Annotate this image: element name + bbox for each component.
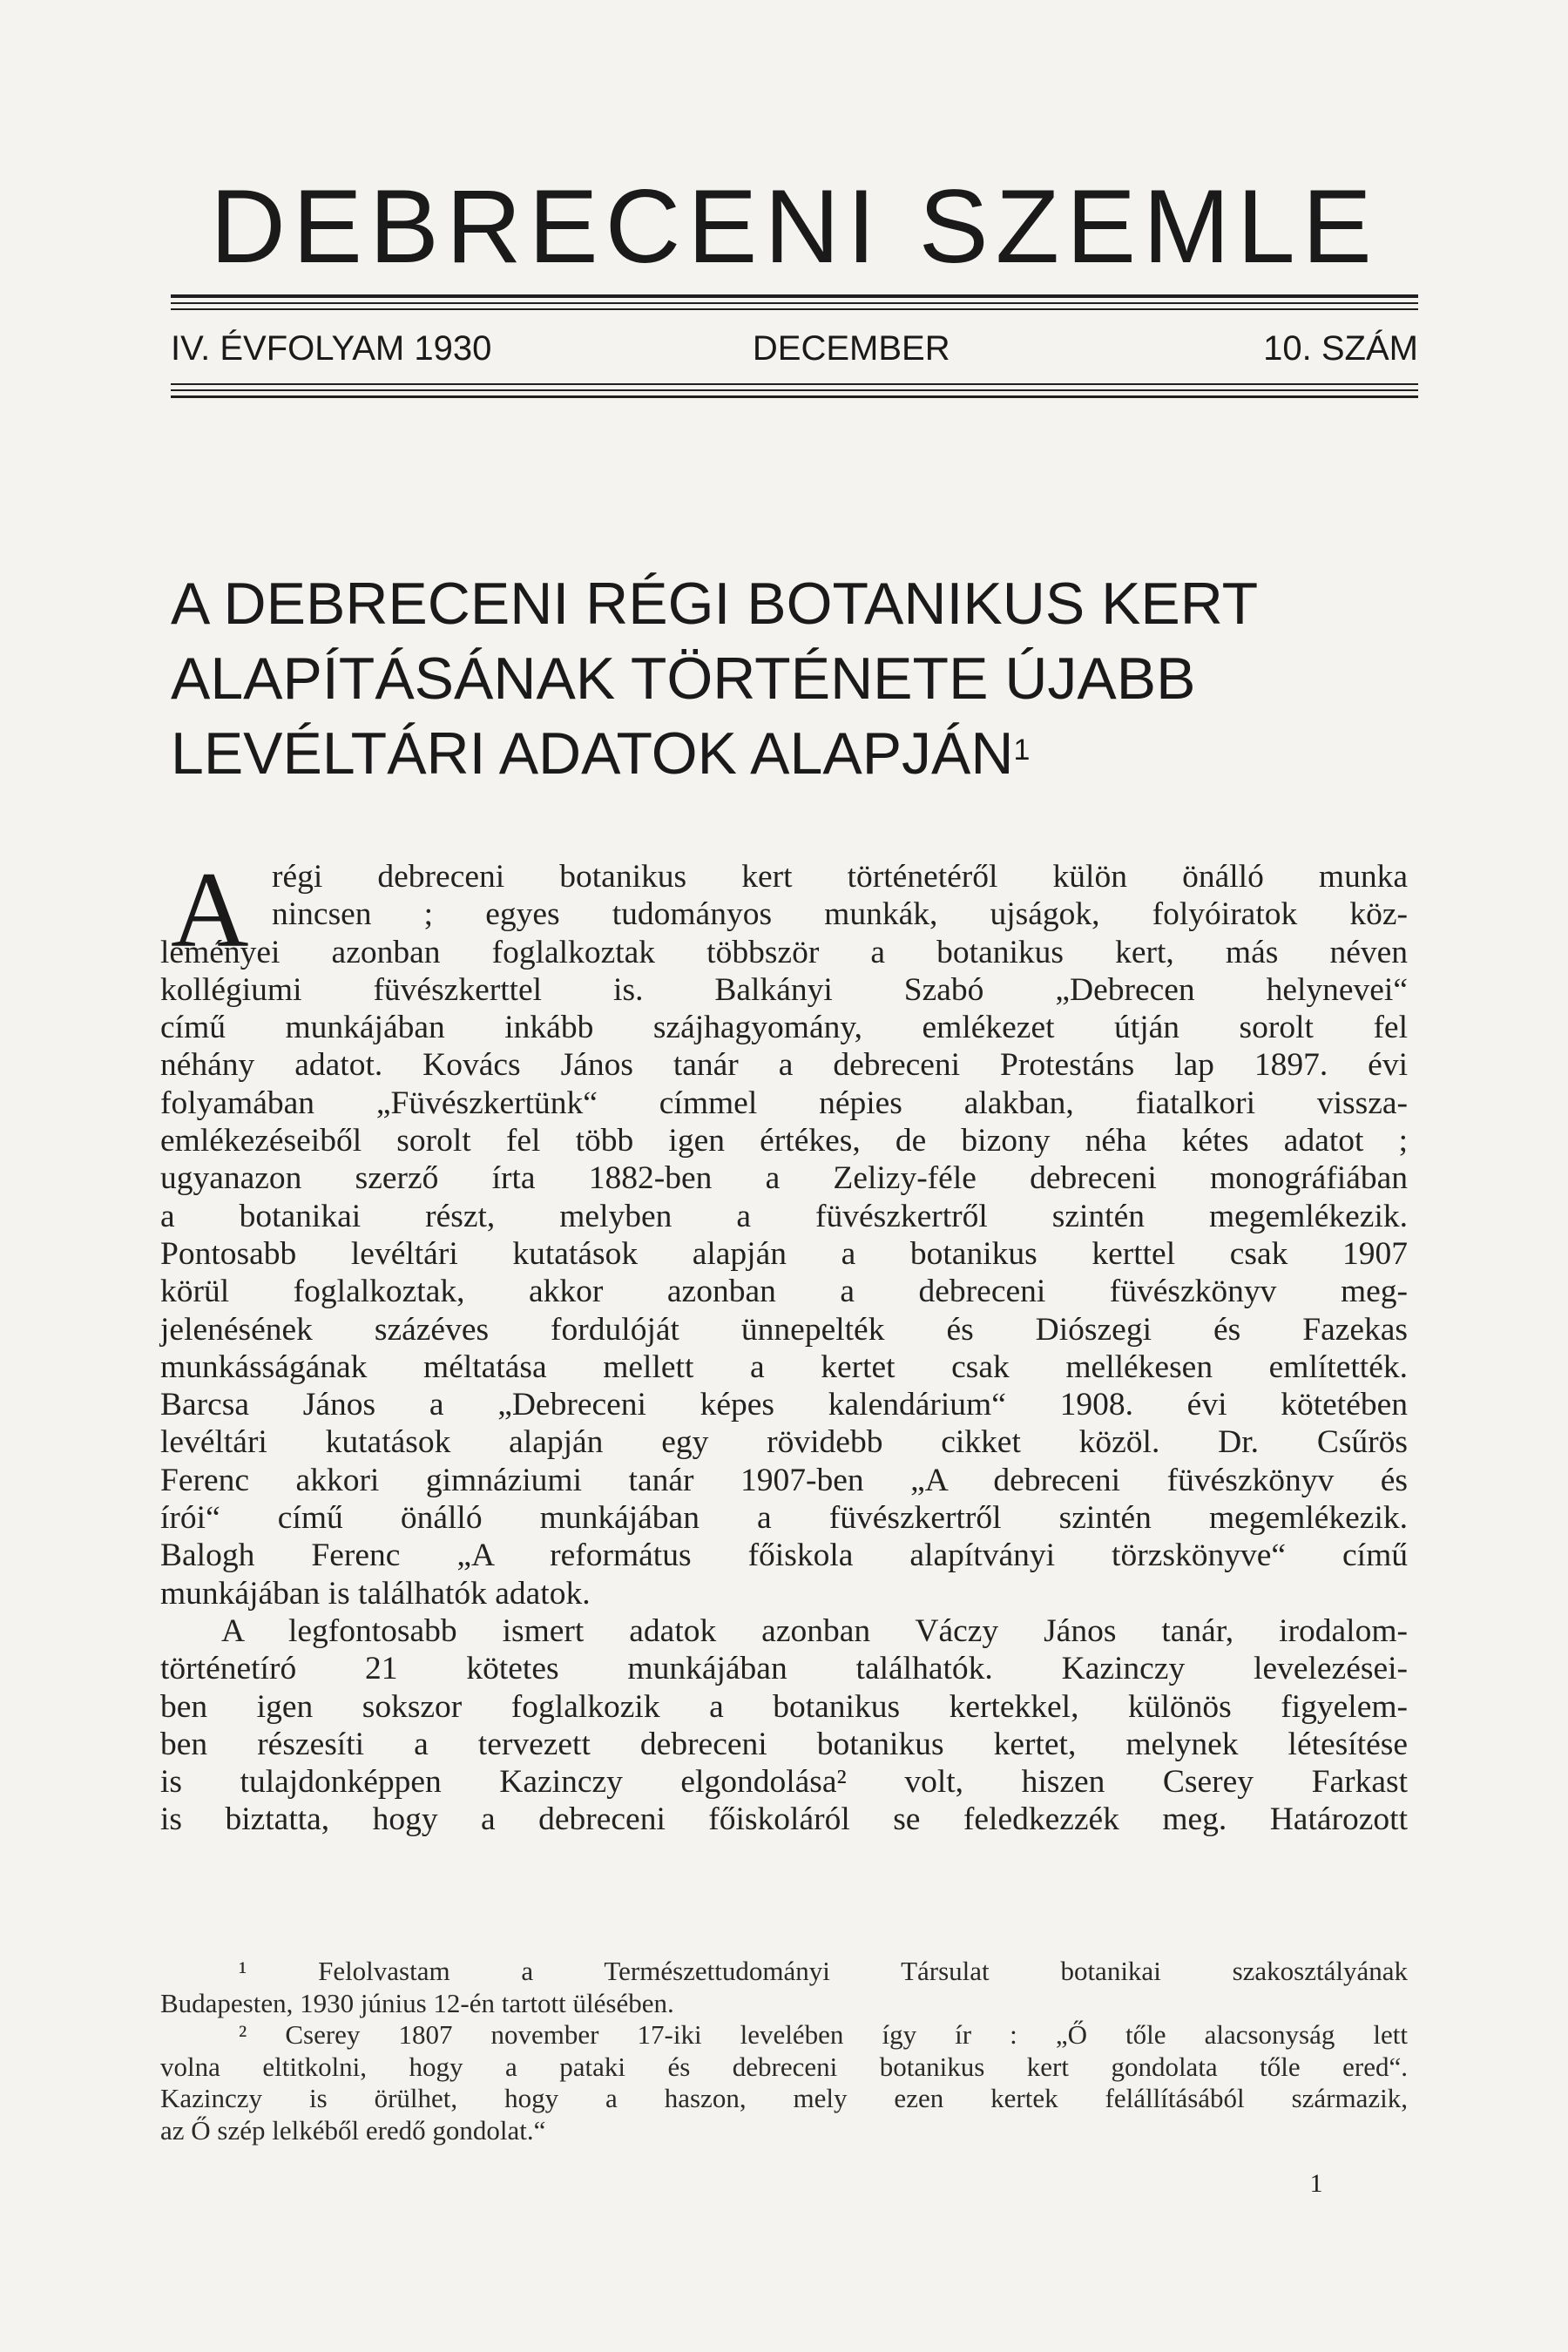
journal-masthead-title: DEBRECENI SZEMLE (210, 168, 1379, 285)
body-line: című munkájában inkább szájhagyomány, emlékezet útján sorolt fel (160, 1010, 1408, 1046)
body-line: történetíró 21 kötetes munkájában találhatók. Kazinczy levelezései- (160, 1651, 1408, 1687)
footnote-1-line: ¹ Felolvastam a Természettudományi Társulat botanikai szakosztályának (239, 1956, 1408, 1986)
body-line: levéltári kutatások alapján egy rövidebb cikket közöl. Dr. Csűrös (160, 1424, 1408, 1461)
body-line: munkásságának méltatása mellett a kertet csak mellékesen említették. (160, 1348, 1408, 1385)
issue-info-line (171, 324, 1418, 373)
body-line: Pontosabb levéltári kutatások alapján a botanikus kerttel csak 1907 (160, 1235, 1408, 1272)
masthead-rule-bottom-1 (171, 383, 1418, 385)
masthead-rule-top-1 (171, 294, 1418, 298)
article-title-line-3 (171, 716, 1418, 791)
article-title-line-1: A DEBRECENI RÉGI BOTANIKUS KERT (171, 571, 1259, 637)
article-body (160, 850, 1408, 1839)
body-line: ben részesíti a tervezett debreceni botanikus kertet, melynek létesítése (160, 1726, 1408, 1762)
body-line: néhány adatot. Kovács János tanár a debreceni Protestáns lap 1897. évi (160, 1047, 1408, 1084)
body-line: régi debreceni botanikus kert történetéről külön önálló munka (272, 859, 1408, 895)
footnotes (160, 1956, 1408, 2146)
page-number: 1 (1309, 2169, 1323, 2198)
body-line: munkájában is találhatók adatok. (160, 1575, 591, 1612)
body-line: kollégiumi füvészkerttel is. Balkányi Szabó „Debrecen helynevei“ (160, 971, 1408, 1008)
article-title-line-3-text: LEVÉLTÁRI ADATOK ALAPJÁN (171, 720, 1014, 787)
body-line: ugyanazon szerző írta 1882-ben a Zelizy-féle debreceni monográfiában (160, 1160, 1408, 1197)
footnote-1-line: Budapesten, 1930 június 12-én tartott ülésében. (160, 1987, 674, 2018)
drop-cap: A (171, 850, 249, 970)
body-line: folyamában „Füvészkertünk“ címmel népies alakban, fiatalkori vissza- (160, 1085, 1408, 1121)
body-line: A legfontosabb ismert adatok azonban Váczy János tanár, irodalom- (221, 1612, 1408, 1649)
title-footnote-mark: 1 (1013, 733, 1031, 767)
footnote-2-line: volna eltitkolni, hogy a pataki és debreceni botanikus kert gondolata tőle ered“. (160, 2051, 1408, 2082)
body-line: Balogh Ferenc „A református főiskola alapítványi törzskönyve“ című (160, 1538, 1408, 1574)
masthead-rule-bottom-2 (171, 389, 1418, 391)
issue-month: DECEMBER (752, 329, 950, 368)
issue-number: 10. SZÁM (1263, 329, 1418, 368)
masthead-rule-top-3 (171, 308, 1418, 310)
body-line: jelenésének százéves fordulóját ünnepelték és Diószegi és Fazekas (160, 1311, 1408, 1348)
body-line: is tulajdonképpen Kazinczy elgondolása² volt, hiszen Cserey Farkast (160, 1764, 1408, 1801)
masthead-rule-top-2 (171, 302, 1418, 304)
body-line: Barcsa János a „Debreceni képes kalendárium“ 1908. évi kötetében (160, 1387, 1408, 1423)
footnote-2-line: Kazinczy is örülhet, hogy a haszon, mely ezen kertek felállításából származik, (160, 2083, 1408, 2113)
article-title (171, 566, 1418, 791)
masthead-rule-bottom-3 (171, 395, 1418, 398)
body-line: a botanikai részt, melyben a füvészkertről szintén megemlékezik. (160, 1198, 1408, 1234)
body-line: nincsen ; egyes tudományos munkák, ujságok, folyóiratok köz- (272, 896, 1408, 933)
body-line: körül foglalkoztak, akkor azonban a debreceni füvészkönyv meg- (160, 1274, 1408, 1310)
article-title-line-2: ALAPÍTÁSÁNAK TÖRTÉNETE ÚJABB (171, 645, 1196, 712)
footnote-2-line: ² Cserey 1807 november 17-iki levelében így ír : „Ő tőle alacsonyság lett (239, 2019, 1408, 2050)
body-line: írói“ című önálló munkájában a füvészkertről szintén megemlékezik. (160, 1500, 1408, 1537)
body-line: emlékezéseiből sorolt fel több igen értékes, de bizony néha kétes adatot ; (160, 1123, 1408, 1159)
body-line: ben igen sokszor foglalkozik a botanikus kertekkel, különös figyelem- (160, 1688, 1408, 1725)
body-line: Ferenc akkori gimnáziumi tanár 1907-ben „A debreceni füvészkönyv és (160, 1462, 1408, 1498)
volume-year: IV. ÉVFOLYAM 1930 (171, 329, 492, 368)
body-line: is biztatta, hogy a debreceni főiskoláról se feledkezzék meg. Határozott (160, 1801, 1408, 1838)
body-line: leményei azonban foglalkoztak többször a botanikus kert, más néven (160, 934, 1408, 970)
footnote-2-line: az Ő szép lelkéből eredő gondolat.“ (160, 2114, 546, 2146)
